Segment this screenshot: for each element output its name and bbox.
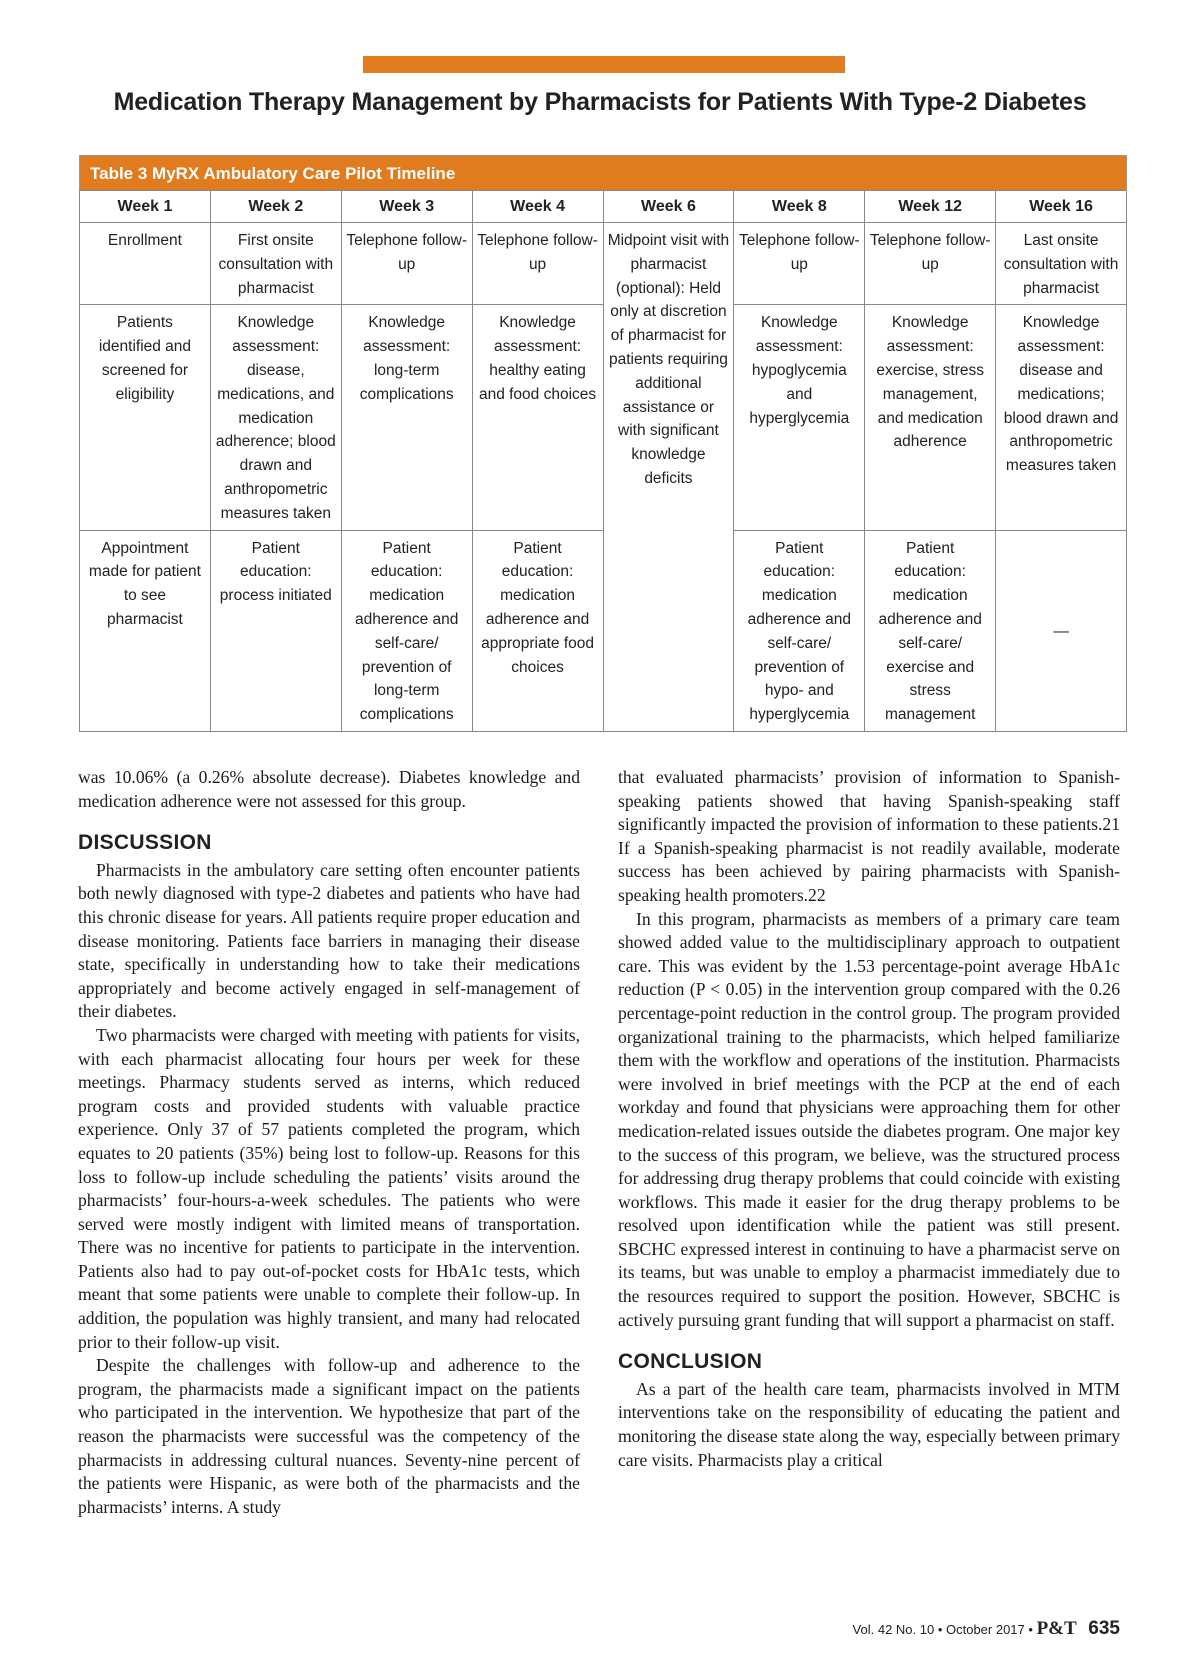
table-cell: Patient education: medication adherence and self-care/ prevention of hypo- and hyperglycemia bbox=[734, 530, 865, 731]
table-cell: Appointment made for patient to see pharmacist bbox=[80, 530, 211, 731]
table-cell: Telephone follow-up bbox=[865, 223, 996, 305]
table-cell-empty: — bbox=[996, 530, 1127, 731]
paragraph: was 10.06% (a 0.26% absolute decrease). Diabetes knowledge and medication adherence were not assessed for this group. bbox=[78, 767, 580, 811]
column-header: Week 12 bbox=[865, 191, 996, 223]
table-row bbox=[80, 223, 1127, 305]
paragraph: As a part of the health care team, pharmacists involved in MTM interventions take on the responsibility of educating the patient and monitoring the disease state along the way, especially between primary care visits. Pharmacists play a critical bbox=[618, 1378, 1120, 1470]
table-cell: Patient education: medication adherence and self-care/ exercise and stress management bbox=[865, 530, 996, 731]
table-cell: Telephone follow-up bbox=[472, 223, 603, 305]
paragraph: Pharmacists in the ambulatory care setting often encounter patients both newly diagnosed with type-2 diabetes and patients who have had this chronic disease for years. All patients require proper education and disease monitoring. Patients face barriers in managing their disease state, specifically in understanding how to take their medications appropriately and become actively engaged in self-management of their diabetes. bbox=[78, 859, 580, 1022]
table-cell: Knowledge assessment: hypoglycemia and hyperglycemia bbox=[734, 305, 865, 530]
table-caption: Table 3 MyRX Ambulatory Care Pilot Timeline bbox=[79, 155, 1127, 190]
table-cell: Patient education: medication adherence and self-care/ prevention of long-term complications bbox=[341, 530, 472, 731]
table-cell: First onsite consultation with pharmacist bbox=[210, 223, 341, 305]
column-header: Week 1 bbox=[80, 191, 211, 223]
table-header-row bbox=[80, 191, 1127, 223]
right-column bbox=[618, 766, 1120, 1472]
column-header: Week 8 bbox=[734, 191, 865, 223]
column-header: Week 16 bbox=[996, 191, 1127, 223]
page-number: 635 bbox=[1088, 1618, 1120, 1639]
header-accent-bar bbox=[363, 56, 845, 73]
table-cell: Knowledge assessment: disease and medications; blood drawn and anthropometric measures taken bbox=[996, 305, 1127, 530]
left-column bbox=[78, 766, 580, 1519]
table-cell: Knowledge assessment: exercise, stress management, and medication adherence bbox=[865, 305, 996, 530]
table-cell: Patient education: medication adherence and appropriate food choices bbox=[472, 530, 603, 731]
column-header: Week 4 bbox=[472, 191, 603, 223]
paragraph: Despite the challenges with follow-up and adherence to the program, the pharmacists made a significant impact on the patients who participated in the intervention. We hypothesize that part of the reason the pharmacists were successful was the competency of the pharmacists in addressing cultural nuances. Seventy-nine percent of the patients were Hispanic, as were both of the pharmacists and the pharmacists’ interns. A study bbox=[78, 1355, 580, 1517]
section-heading-discussion: DISCUSSION bbox=[78, 831, 212, 855]
table-cell: Patient education: process initiated bbox=[210, 530, 341, 731]
table-cell: Patients identified and screened for eligibility bbox=[80, 305, 211, 530]
timeline-table bbox=[79, 155, 1127, 732]
table-cell: Knowledge assessment: healthy eating and food choices bbox=[472, 305, 603, 530]
paragraph: that evaluated pharmacists’ provision of information to Spanish-speaking patients showed that having Spanish-speaking staff significantly impacted the provision of information to these patients.21 If a Spanish-speaking pharmacist is not readily available, moderate success has been achieved by pairing pharmacists with Spanish-speaking health promoters.22 bbox=[618, 767, 1120, 905]
issue-info: Vol. 42 No. 10 • October 2017 • bbox=[852, 1622, 1033, 1637]
section-heading-conclusion: CONCLUSION bbox=[618, 1350, 763, 1374]
table-cell: Knowledge assessment: disease, medications, and medication adherence; blood drawn and anthropometric measures taken bbox=[210, 305, 341, 530]
page-footer bbox=[853, 1618, 1120, 1640]
column-header: Week 6 bbox=[603, 191, 734, 223]
timeline-grid bbox=[79, 190, 1127, 732]
page-title: Medication Therapy Management by Pharmacists for Patients With Type-2 Diabetes bbox=[113, 88, 1087, 116]
table-cell: Enrollment bbox=[80, 223, 211, 305]
paragraph: In this program, pharmacists as members of a primary care team showed added value to the multidisciplinary approach to outpatient care. This was evident by the 1.53 percentage-point average HbA1c reduction (P < 0.05) in the intervention group compared with the 0.26 percentage-point reduction in the control group. The program provided organizational training to the pharmacists, which helped familiarize them with the workflow and operations of the institution. Pharmacists were involved in brief meetings with the PCP at the end of each workday and found that physicians were approaching them for other medication-related issues outside the diabetes program. One major key to the success of this program, we believe, was the structured process for addressing drug therapy problems that could coincide with existing workflows. This made it easier for the drug therapy problems to be resolved upon identification while the patient was still present. SBCHC expressed interest in continuing to have a pharmacist serve on its teams, but was unable to employ a pharmacist immediately due to the resources required to support the position. However, SBCHC is actively pursuing grant funding that will support a pharmacist on staff. bbox=[618, 908, 1120, 1330]
column-header: Week 3 bbox=[341, 191, 472, 223]
table-cell-week6: Midpoint visit with pharmacist (optional): Held only at discretion of pharmacist for patients requiring additional assistance or with significant knowledge deficits bbox=[603, 223, 734, 732]
table-cell: Telephone follow-up bbox=[734, 223, 865, 305]
column-header: Week 2 bbox=[210, 191, 341, 223]
table-cell: Knowledge assessment: long-term complications bbox=[341, 305, 472, 530]
table-cell: Last onsite consultation with pharmacist bbox=[996, 223, 1127, 305]
table-cell: Telephone follow-up bbox=[341, 223, 472, 305]
journal-brand: P&T bbox=[1036, 1618, 1077, 1639]
paragraph: Two pharmacists were charged with meeting with patients for visits, with each pharmacist allocating four hours per week for these meetings. Pharmacy students served as interns, which reduced program costs and provided students with valuable practice experience. Only 37 of 57 patients completed the program, which equates to 20 patients (35%) being lost to follow-up. Reasons for this loss to follow-up include scheduling the patients’ visits around the pharmacists’ four-hours-a-week schedules. The patients who were served were mostly indigent with limited means of transportation. There was no incentive for patients to participate in the intervention. Patients also had to pay out-of-pocket costs for HbA1c tests, which meant that some patients were unable to complete their follow-up. In addition, the population was highly transient, and many had relocated prior to their follow-up visit. bbox=[78, 1024, 580, 1352]
